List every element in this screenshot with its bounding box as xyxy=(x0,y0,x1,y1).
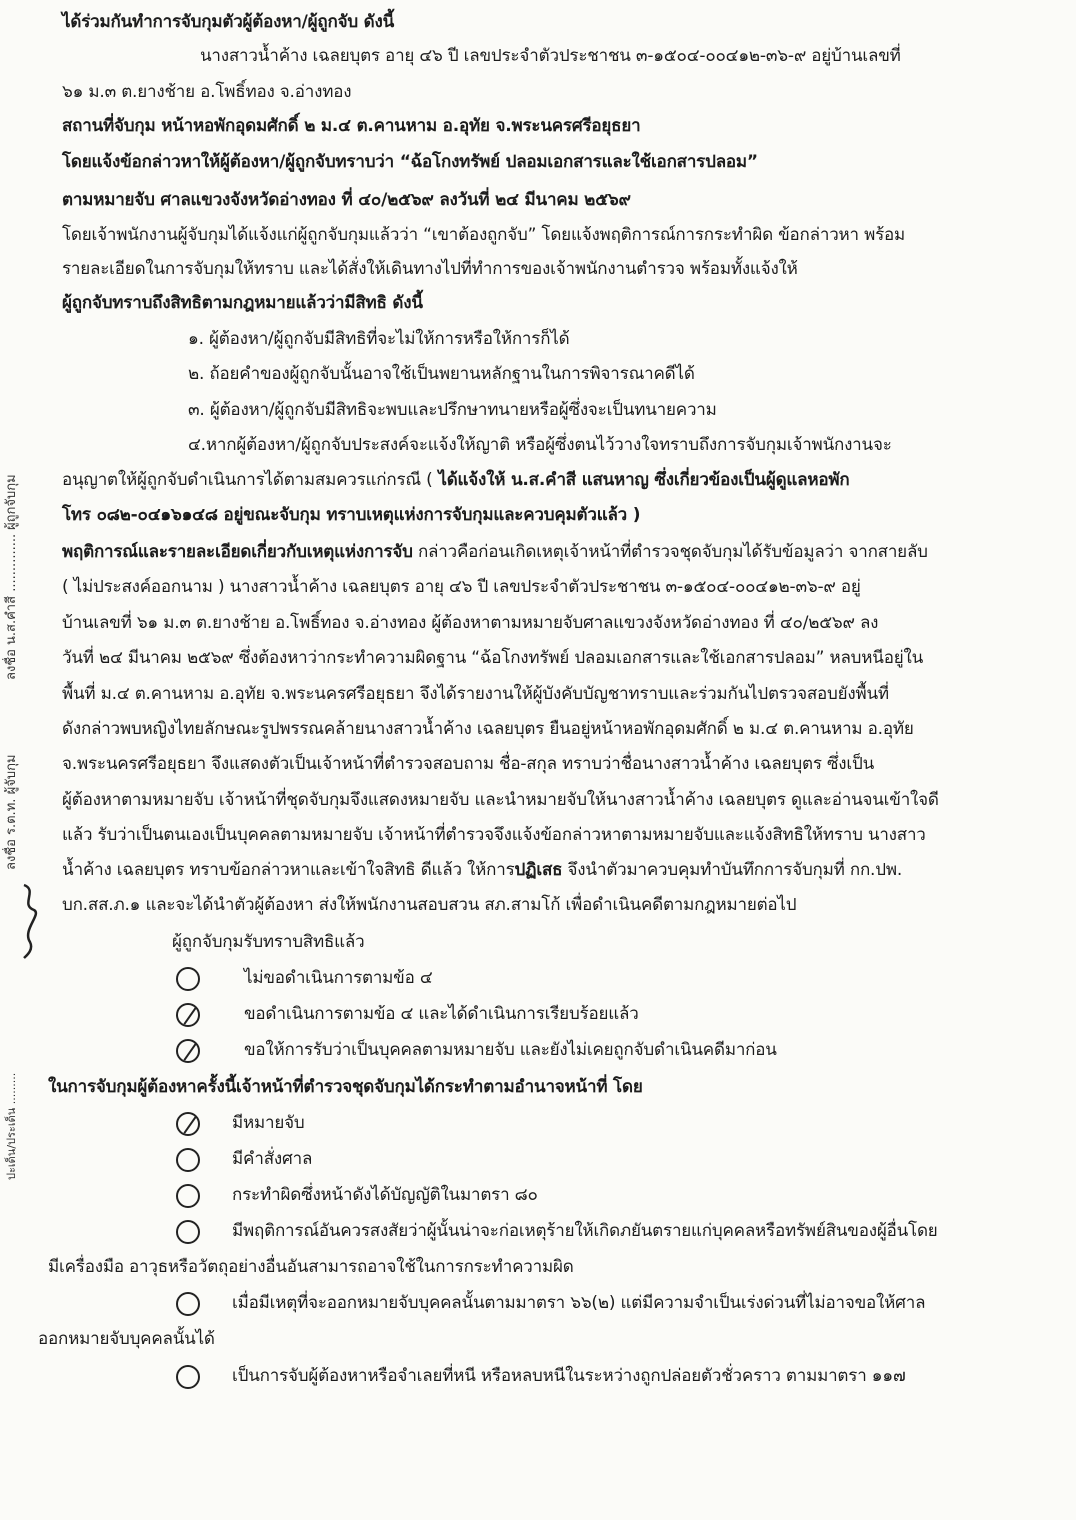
authority-6-checkbox[interactable] xyxy=(176,1365,200,1389)
authority-4-checkbox[interactable] xyxy=(176,1220,200,1244)
right-1: ๑. ผู้ต้องหา/ผู้ถูกจับมีสิทธิที่จะไม่ให้การหรือให้การก็ได้ xyxy=(188,329,570,349)
margin-sig-label-2: ลงชื่อ xyxy=(4,839,19,870)
option-3-checkbox[interactable] xyxy=(176,1039,200,1063)
line-24: ในการจับกุมผู้ต้องหาครั้งนี้เจ้าหน้าที่ตำรวจชุดจับกุมได้กระทำตามอำนาจหน้าที่ โดย xyxy=(48,1077,643,1097)
line-3: ๖๑ ม.๓ ต.ยางช้าย อ.โพธิ์ทอง จ.อ่างทอง xyxy=(62,82,352,102)
authority-5-label: เมื่อมีเหตุที่จะออกหมายจับบุคคลนั้นตามมาตรา ๖๖(๒) แต่มีความจำเป็นเร่งด่วนที่ไม่อาจขอให้ศาล xyxy=(232,1293,926,1313)
line-8: รายละเอียดในการจับกุมให้ทราบ และได้สั่งให้เดินทางไปที่ทำการของเจ้าพนักงานตำรวจ พร้อมทั้งแจ้งให้ xyxy=(62,259,798,279)
authority-3-label: กระทำผิดซึ่งหน้าดังได้บัญญัติในมาตรา ๘๐ xyxy=(232,1185,538,1205)
margin-mark-text: ปะเด็น/ประเด็น xyxy=(5,1107,18,1180)
margin-sig-label-1: ลงชื่อ xyxy=(4,649,19,680)
authority-4-label: มีพฤติการณ์อันควรสงสัยว่าผู้นั้นน่าจะก่อเหตุร้ายให้เกิดภยันตรายแก่บุคคลหรือทรัพย์สินของผู้อื่นโดย xyxy=(232,1221,938,1241)
option-2-label: ขอดำเนินการตามข้อ ๔ และได้ดำเนินการเรียบร้อยแล้ว xyxy=(244,1004,639,1024)
line-21b: ปฏิเสธ xyxy=(514,860,563,880)
line-19: ผู้ต้องหาตามหมายจับ เจ้าหน้าที่ชุดจับกุมจึงแสดงหมายจับ และนำหมายจับให้นางสาวน้ำค้าง เฉลยบุตร ดูและอ่านจนเข้าใจดี xyxy=(62,790,939,810)
line-6-text: ตามหมายจับ ศาลแขวงจังหวัดอ่างทอง ที่ ๔๐/๒๕๖๙ ลงวันที่ ๒๔ มีนาคม ๒๕๖๙ xyxy=(62,190,631,210)
line-10 xyxy=(62,468,850,492)
line-1: ได้ร่วมกันทำการจับกุมตัวผู้ต้องหา/ผู้ถูกจับ ดังนี้ xyxy=(62,12,394,32)
margin-sig-name-2: ร.ต.ท. xyxy=(4,798,19,835)
line-12 xyxy=(62,540,928,564)
option-3-label: ขอให้การรับว่าเป็นบุคคลตามหมายจับ และยังไม่เคยถูกจับดำเนินคดีมาก่อน xyxy=(244,1040,777,1060)
line-5: โดยแจ้งข้อกล่าวหาให้ผู้ต้องหา/ผู้ถูกจับทราบว่า “ฉ้อโกงทรัพย์ ปลอมเอกสารและใช้เอกสารปลอม” xyxy=(62,152,758,172)
margin-mark: ปะเด็น/ประเด็น ......... xyxy=(5,1072,18,1180)
line-14: บ้านเลขที่ ๖๑ ม.๓ ต.ยางช้าย อ.โพธิ์ทอง จ.อ่างทอง ผู้ต้องหาตามหมายจับศาลแขวงจังหวัดอ่างทอง ที่ ๔๐/๒๕๖๙ ลง xyxy=(62,613,879,633)
handwritten-signature xyxy=(16,880,46,960)
right-2: ๒. ถ้อยคำของผู้ถูกจับนั้นอาจใช้เป็นพยานหลักฐานในการพิจารณาคดีได้ xyxy=(188,364,695,384)
line-2: นางสาวน้ำค้าง เฉลยบุตร อายุ ๔๖ ปี เลขประจำตัวประชาชน ๓-๑๕๐๔-๐๐๔๑๒-๓๖-๙ อยู่บ้านเลขที่ xyxy=(200,46,901,66)
line-25: มีเครื่องมือ อาวุธหรือวัตถุอย่างอื่นอันสามารถอาจใช้ในการกระทำความผิด xyxy=(48,1257,574,1277)
line-26: ออกหมายจับบุคคลนั้นได้ xyxy=(38,1329,215,1349)
line-23: ผู้ถูกจับกุมรับทราบสิทธิแล้ว xyxy=(172,932,365,952)
line-18: จ.พระนครศรีอยุธยา จึงแสดงตัวเป็นเจ้าหน้าที่ตำรวจสอบถาม ชื่อ-สกุล ทราบว่าชื่อนางสาวน้ำค้าง เฉลยบุตร ซึ่งเป็น xyxy=(62,754,875,774)
line-20: แล้ว รับว่าเป็นตนเองเป็นบุคคลตามหมายจับ เจ้าหน้าที่ตำรวจจึงแจ้งข้อกล่าวหาตามหมายจับและแจ้งสิทธิให้ทราบ นางสาว xyxy=(62,825,926,845)
option-2-checkbox[interactable] xyxy=(176,1003,200,1027)
line-16: พื้นที่ ม.๔ ต.คานหาม อ.อุทัย จ.พระนครศรีอยุธยา จึงได้รายงานให้ผู้บังคับบัญชาทราบและร่วมกันไปตรวจสอบยังพื้นที่ xyxy=(62,684,889,704)
option-1-checkbox[interactable] xyxy=(176,967,200,991)
authority-3-checkbox[interactable] xyxy=(176,1184,200,1208)
line-4-text: สถานที่จับกุม หน้าหอพักอุดมศักดิ์ ๒ ม.๔ ต.คานหาม อ.อุทัย จ.พระนครศรีอยุธยา xyxy=(62,116,641,136)
margin-signature-1: ลงชื่อ น.ส.คำสี .............. ผู้ถูกจับกุม xyxy=(4,474,19,680)
option-1-label: ไม่ขอดำเนินการตามข้อ ๔ xyxy=(244,968,433,988)
line-15: วันที่ ๒๔ มีนาคม ๒๕๖๙ ซึ่งต้องหาว่ากระทำความผิดฐาน “ฉ้อโกงทรัพย์ ปลอมเอกสารและใช้เอกสารปลอม” หลบหนีอยู่ใน xyxy=(62,648,923,668)
line-9: ผู้ถูกจับทราบถึงสิทธิตามกฎหมายแล้วว่ามีสิทธิ ดังนี้ xyxy=(62,293,423,313)
line-22: บก.สส.ภ.๑ และจะได้นำตัวผู้ต้องหา ส่งให้พนักงานสอบสวน สภ.สามโก้ เพื่อดำเนินคดีตามกฎหมายต่อไป xyxy=(62,895,797,915)
line-10a: อนุญาตให้ผู้ถูกจับดำเนินการได้ตามสมควรแก่กรณี ( xyxy=(62,470,433,490)
line-12a: พฤติการณ์และรายละเอียดเกี่ยวกับเหตุแห่งการจับ xyxy=(62,542,413,562)
line-21c: จึงนำตัวมาควบคุมทำบันทึกการจับกุมที่ กก.ปพ. xyxy=(562,860,903,880)
margin-role-2: ผู้จับกุม xyxy=(4,754,19,795)
line-21a: น้ำค้าง เฉลยบุตร ทราบข้อกล่าวหาและเข้าใจสิทธิ ดีแล้ว ให้การ xyxy=(62,860,515,880)
margin-signature-2 xyxy=(4,690,44,870)
margin-sig-name-1: น.ส.คำสี xyxy=(4,595,19,645)
authority-2-label: มีคำสั่งศาล xyxy=(232,1149,313,1169)
line-4 xyxy=(62,114,640,138)
line-11: โทร ๐๘๒-๐๔๑๖๑๔๘ อยู่ขณะจับกุม ทราบเหตุแห่งการจับกุมและควบคุมตัวแล้ว ) xyxy=(62,505,641,525)
authority-1-checkbox[interactable] xyxy=(176,1112,200,1136)
margin-role-1: ผู้ถูกจับกุม xyxy=(4,474,19,530)
authority-6-label: เป็นการจับผู้ต้องหาหรือจำเลยที่หนี หรือหลบหนีในระหว่างถูกปล่อยตัวชั่วคราว ตามมาตรา ๑๑๗ xyxy=(232,1366,906,1386)
line-7: โดยเจ้าพนักงานผู้จับกุมได้แจ้งแก่ผู้ถูกจับกุมแล้วว่า “เขาต้องถูกจับ” โดยแจ้งพฤติการณ์การกระทำผิด ข้อกล่าวหา พร้อม xyxy=(62,225,906,245)
line-13: ( ไม่ประสงค์ออกนาม ) นางสาวน้ำค้าง เฉลยบุตร อายุ ๔๖ ปี เลขประจำตัวประชาชน ๓-๑๕๐๔-๐๐๔๑๒-๓๖-๙ อยู่ xyxy=(62,577,861,597)
authority-1-label: มีหมายจับ xyxy=(232,1113,305,1133)
line-12b: กล่าวคือก่อนเกิดเหตุเจ้าหน้าที่ตำรวจชุดจับกุมได้รับข้อมูลว่า จากสายลับ xyxy=(412,542,928,562)
line-17: ดังกล่าวพบหญิงไทยลักษณะรูปพรรณคล้ายนางสาวน้ำค้าง เฉลยบุตร ยืนอยู่หน้าหอพักอุดมศักดิ์ ๒ ม.๔ ต.คานหาม อ.อุทัย xyxy=(62,719,914,739)
authority-5-checkbox[interactable] xyxy=(176,1292,200,1316)
right-3: ๓. ผู้ต้องหา/ผู้ถูกจับมีสิทธิจะพบและปรึกษาทนายหรือผู้ซึ่งจะเป็นทนายความ xyxy=(188,400,717,420)
line-21 xyxy=(62,858,902,882)
authority-2-checkbox[interactable] xyxy=(176,1148,200,1172)
line-10b: ได้แจ้งให้ น.ส.คำสี แสนหาญ ซึ่งเกี่ยวข้องเป็นผู้ดูแลหอพัก xyxy=(432,470,850,490)
right-4: ๔.หากผู้ต้องหา/ผู้ถูกจับประสงค์จะแจ้งให้ญาติ หรือผู้ซึ่งตนไว้วางใจทราบถึงการจับกุมเจ้าพนักงานจะ xyxy=(188,435,892,455)
line-6 xyxy=(62,188,631,212)
